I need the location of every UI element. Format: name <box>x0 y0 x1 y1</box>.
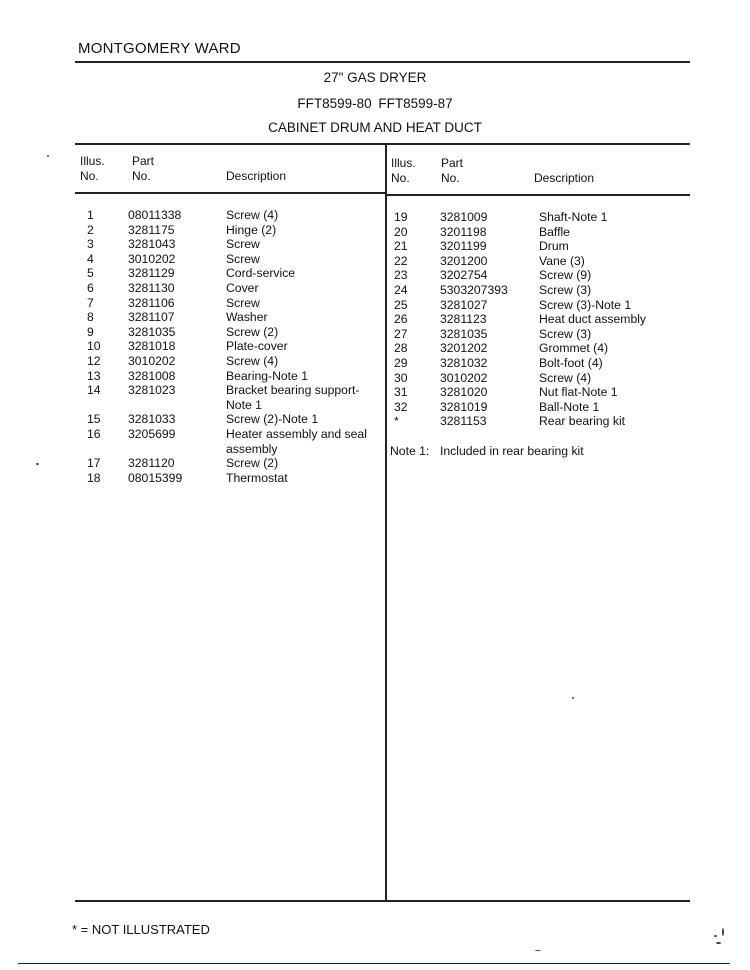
part-number: 3281129 <box>128 266 175 281</box>
illus-no: 25 <box>394 297 408 312</box>
part-number: 3010202 <box>128 354 176 368</box>
left-header-part <box>132 154 154 184</box>
part-description: Ball-Note 1 <box>539 399 600 414</box>
part-number: 3281019 <box>440 399 488 414</box>
part-number: 3010202 <box>128 251 176 266</box>
part-number: 3281018 <box>128 339 176 354</box>
illus-no: 30 <box>394 370 408 385</box>
illus-no: 26 <box>394 312 408 327</box>
table-top-rule <box>75 143 690 145</box>
part-description: Bearing-Note 1 <box>226 368 308 383</box>
left-header-illus <box>80 154 105 184</box>
note-label: Note 1: <box>390 444 430 458</box>
illus-no: 12 <box>87 354 101 368</box>
illus-no: 10 <box>87 339 101 354</box>
part-description: Screw (2)-Note 1 <box>226 412 319 427</box>
illus-no: 27 <box>394 326 408 341</box>
part-number: 3201198 <box>440 224 487 239</box>
part-description: Washer <box>226 310 268 325</box>
part-description-continued: assembly <box>226 441 278 456</box>
part-description-continued: Note 1 <box>226 397 262 412</box>
illus-no: 6 <box>87 281 94 295</box>
part-number: 3281008 <box>128 368 176 383</box>
scan-speck <box>714 935 717 937</box>
illus-no: * <box>394 414 399 429</box>
scan-speck <box>535 950 541 951</box>
header-bottom-rule-right <box>387 194 690 196</box>
illus-no: 1 <box>87 208 94 222</box>
right-header-part <box>441 156 463 186</box>
part-number: 3281175 <box>128 222 175 237</box>
part-description: Grommet (4) <box>539 341 609 356</box>
part-label: Part <box>132 154 155 168</box>
part-label: Part <box>441 156 464 170</box>
illus-no: 18 <box>87 470 101 485</box>
part-number: 3281009 <box>440 210 488 224</box>
part-description: Heater assembly and seal <box>226 427 367 441</box>
part-description: Thermostat <box>226 470 288 485</box>
part-number: 3281123 <box>440 312 487 327</box>
illus-no: 23 <box>394 268 408 283</box>
table-bottom-rule <box>75 900 690 902</box>
right-header-illus <box>391 156 416 186</box>
illus-no: 17 <box>87 456 101 471</box>
part-description: Screw (9) <box>539 268 592 283</box>
part-description: Screw (2) <box>226 324 279 339</box>
part-description: Plate-cover <box>226 339 288 354</box>
illus-label: Illus. <box>80 154 105 168</box>
part-number: 3281106 <box>128 295 175 310</box>
part-no-label: No. <box>132 169 151 183</box>
scan-speck <box>716 942 721 944</box>
section-title: CABINET DRUM AND HEAT DUCT <box>268 120 482 135</box>
page-title: 27" GAS DRYER <box>323 70 427 85</box>
part-number: 3281043 <box>128 237 176 252</box>
part-number: 08011338 <box>128 208 182 222</box>
illus-no-label: No. <box>391 171 410 185</box>
part-description: Cover <box>226 281 259 295</box>
part-description: Bolt-foot (4) <box>539 356 603 370</box>
illus-no: 16 <box>87 427 101 441</box>
illus-no: 20 <box>394 224 408 239</box>
part-number: 3010202 <box>440 370 488 385</box>
part-number: 3201200 <box>440 253 488 268</box>
scan-speck <box>572 697 574 699</box>
illus-no: 28 <box>394 341 408 356</box>
scan-speck <box>47 155 49 157</box>
part-description: Drum <box>539 239 569 254</box>
part-number: 3281023 <box>128 383 176 398</box>
part-number: 08015399 <box>128 470 183 485</box>
illus-no-label: No. <box>80 169 99 183</box>
part-description: Baffle <box>539 224 570 239</box>
part-number: 5303207393 <box>440 283 508 297</box>
part-description: Screw <box>226 295 260 310</box>
illus-no: 29 <box>394 356 408 370</box>
part-number: 3201199 <box>440 239 487 254</box>
illus-no: 13 <box>87 368 101 383</box>
part-number: 3281020 <box>440 385 488 400</box>
illus-no: 24 <box>394 283 408 297</box>
part-description: Nut flat-Note 1 <box>539 385 618 400</box>
illus-no: 19 <box>394 210 408 224</box>
model-numbers: FFT8599-80 FFT8599-87 <box>297 96 453 111</box>
part-description: Heat duct assembly <box>539 312 647 327</box>
illus-no: 31 <box>394 385 408 400</box>
part-number: 3281130 <box>128 281 175 295</box>
part-description: Shaft-Note 1 <box>539 210 608 224</box>
illus-no: 15 <box>87 412 101 427</box>
part-description: Screw <box>226 251 260 266</box>
top-rule <box>75 61 690 63</box>
part-number: 3281153 <box>440 414 487 429</box>
illus-label: Illus. <box>391 156 416 170</box>
illus-no: 2 <box>87 222 94 237</box>
part-number: 3202754 <box>440 268 488 283</box>
part-number: 3281120 <box>128 456 175 471</box>
part-description: Rear bearing kit <box>539 414 626 429</box>
part-description: Hinge (2) <box>226 222 277 237</box>
part-description: Screw <box>226 237 260 252</box>
note-1 <box>390 444 584 458</box>
illus-no: 3 <box>87 237 94 252</box>
header-bottom-rule <box>75 192 385 194</box>
footnote: * = NOT ILLUSTRATED <box>72 922 210 937</box>
part-description: Vane (3) <box>539 253 585 268</box>
part-description: Screw (3) <box>539 326 592 341</box>
part-description: Screw (3) <box>539 283 592 297</box>
part-description: Screw (4) <box>539 370 592 385</box>
scan-speck <box>722 928 724 936</box>
part-number: 3281035 <box>128 324 176 339</box>
illus-no: 8 <box>87 310 94 325</box>
part-description: Bracket bearing support- <box>226 383 360 398</box>
illus-no: 21 <box>394 239 408 254</box>
right-header-description: Description <box>534 171 595 185</box>
left-header-description: Description <box>226 169 287 183</box>
part-description: Cord-service <box>226 266 296 281</box>
illus-no: 14 <box>87 383 101 398</box>
brand-name: MONTGOMERY WARD <box>78 40 241 57</box>
part-description: Screw (4) <box>226 208 279 222</box>
illus-no: 5 <box>87 266 94 281</box>
part-description: Screw (2) <box>226 456 279 471</box>
part-number: 3281032 <box>440 356 488 370</box>
part-number: 3201202 <box>440 341 488 356</box>
page-bottom-rule <box>18 963 730 964</box>
part-number: 3281035 <box>440 326 488 341</box>
part-description: Screw (4) <box>226 354 279 368</box>
part-number: 3281107 <box>128 310 175 325</box>
illus-no: 7 <box>87 295 94 310</box>
part-description: Screw (3)-Note 1 <box>539 297 632 312</box>
part-number: 3205699 <box>128 427 176 441</box>
note-text: Included in rear bearing kit <box>440 444 584 458</box>
illus-no: 22 <box>394 253 408 268</box>
part-no-label: No. <box>441 171 460 185</box>
illus-no: 32 <box>394 399 408 414</box>
part-number: 3281027 <box>440 297 488 312</box>
illus-no: 9 <box>87 324 94 339</box>
part-number: 3281033 <box>128 412 176 427</box>
column-divider <box>385 143 387 901</box>
scan-speck <box>36 463 39 465</box>
illus-no: 4 <box>87 251 94 266</box>
